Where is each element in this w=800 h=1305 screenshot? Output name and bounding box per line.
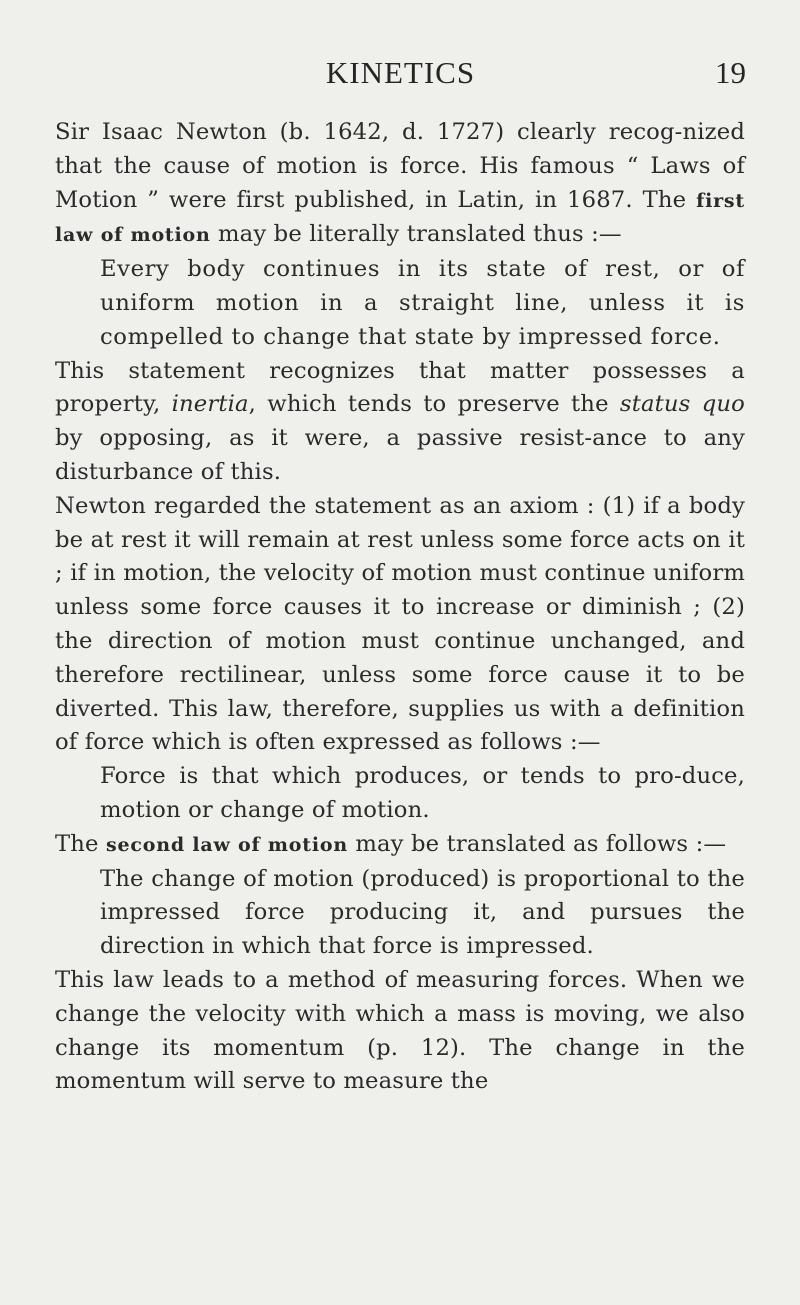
quote-first-law: Every body continues in its state of rest, or of uniform motion in a straight line, unless it is compelled to change that state by impressed force. — [100, 256, 745, 350]
paragraph-axiom: Newton regarded the statement as an axiom : (1) if a body be at rest it will remain at rest unless some force acts on it ; if in motion, the velocity of motion must continue uniform unless some force causes it to increase or diminish ; (2) the direction of motion must continue unchanged, and therefore rectilinear, unless some force cause it to be diverted. This law, therefore, supplies us with a definition of force which is often expressed as follows :— — [55, 492, 745, 756]
italic-term-status-quo: status quo — [619, 391, 745, 418]
quote-second-law: The change of motion (produced) is proportional to the impressed force producing it, and pursues the direction in which that force is impressed. — [100, 865, 745, 960]
paragraph-second-law-intro — [55, 828, 745, 863]
running-head — [55, 55, 746, 99]
paragraph-text: , which tends to preserve the — [248, 391, 620, 418]
paragraph-text: by opposing, as it were, a passive resist-ance to any disturbance of this. — [55, 425, 745, 485]
paragraph-text: may be translated as follows :— — [347, 830, 727, 857]
quote-force-definition: Force is that which produces, or tends to pro-duce, motion or change of motion. — [100, 763, 745, 823]
law-term-second: second law of motion — [105, 833, 348, 856]
paragraph-measuring-forces: This law leads to a method of measuring forces. When we change the velocity with which a mass is moving, we also change its momentum (p. 12). The change in the momentum will serve to measure the — [55, 966, 745, 1095]
paragraph-text: The — [55, 830, 106, 857]
italic-term-inertia: inertia — [171, 391, 249, 418]
paragraph-newton-intro — [55, 116, 745, 253]
paragraph-text: This statement recognizes that matter possesses a property, — [55, 357, 745, 418]
paragraph-text: may be literally translated thus :— — [210, 221, 622, 248]
paragraph-inertia — [55, 355, 745, 490]
page-number: 19 — [715, 55, 746, 90]
running-title: KINETICS — [325, 55, 476, 90]
body-text — [55, 116, 745, 1099]
law-term-first: first law of motion — [55, 189, 745, 247]
paragraph-text: Sir Isaac Newton (b. 1642, d. 1727) clearly recog-nized that the cause of motion is force. His famous “ Laws of Motion ” were first published, in Latin, in 1687. The — [55, 119, 745, 213]
